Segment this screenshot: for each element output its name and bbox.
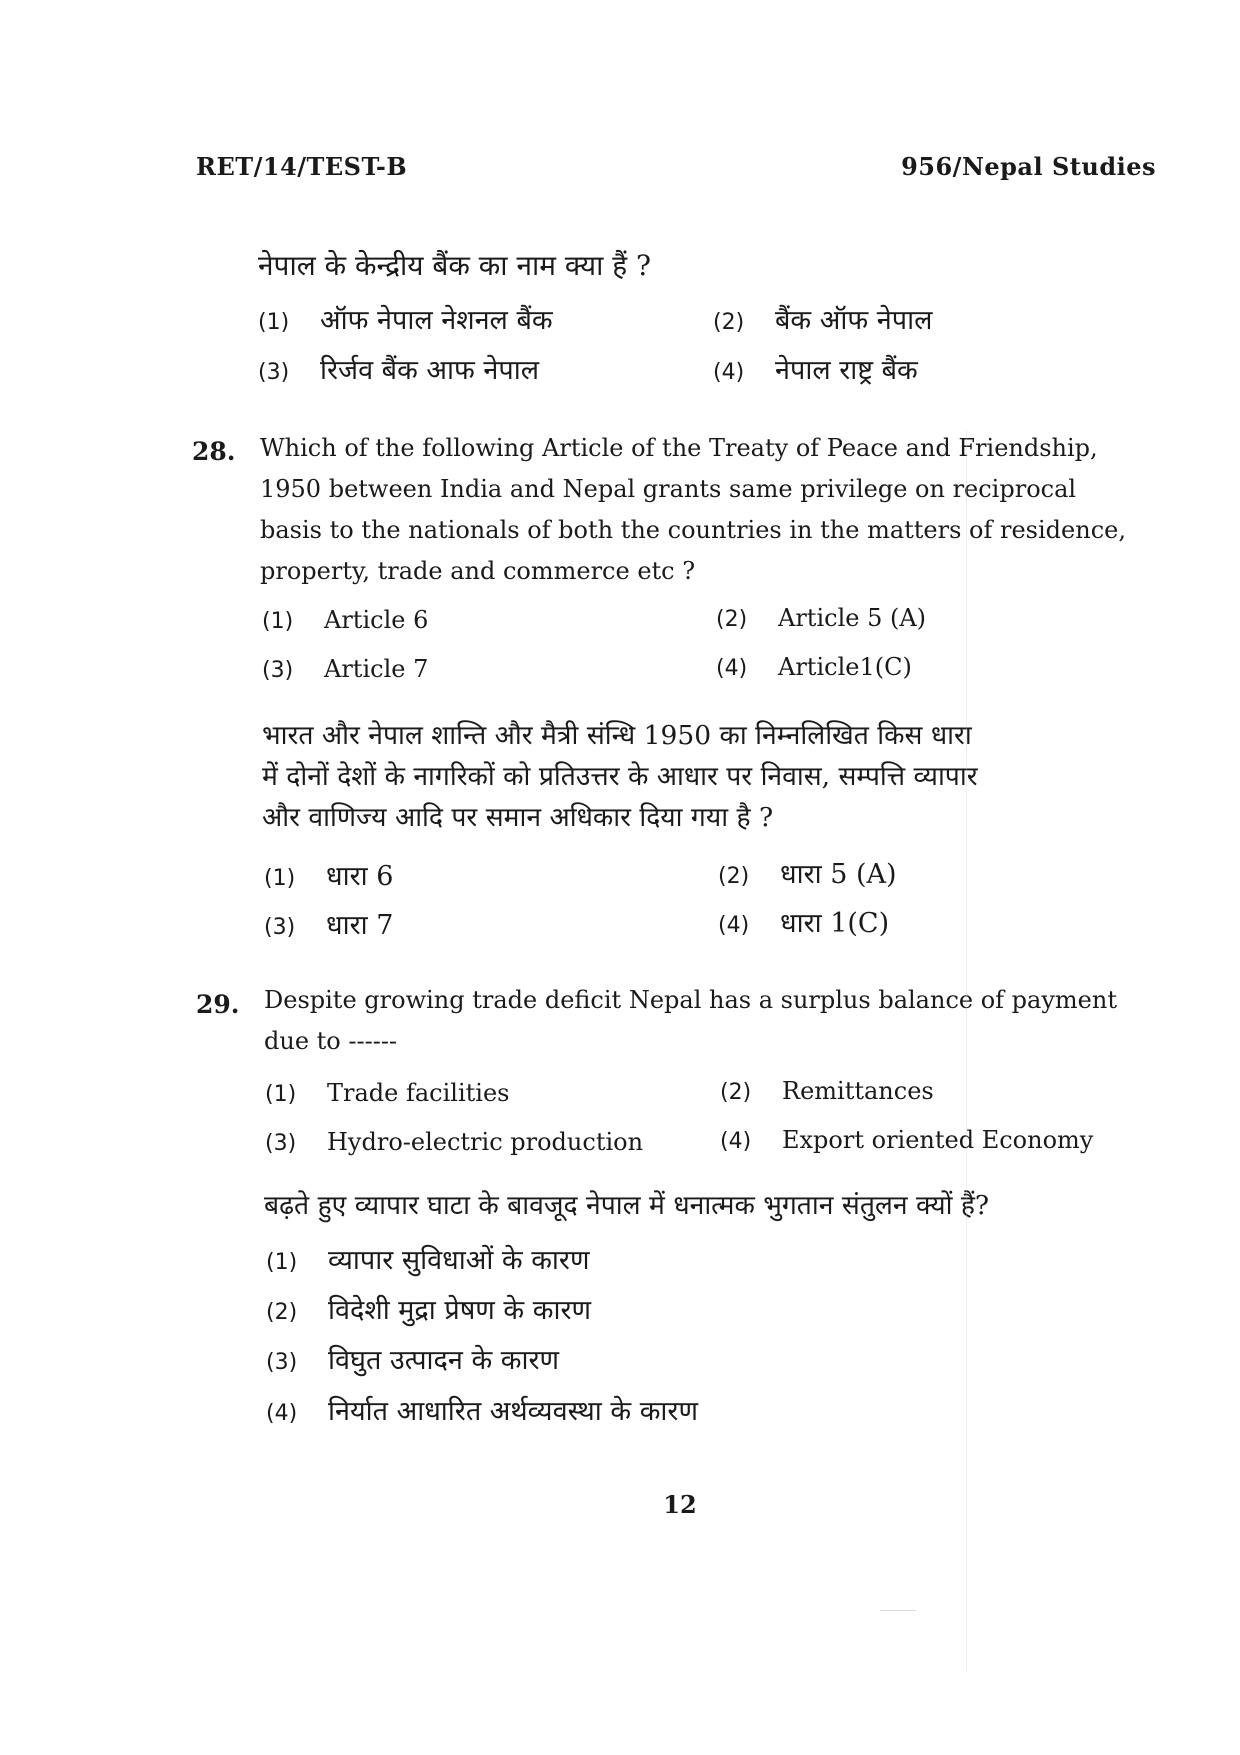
q28-hindi-line-3: और वाणिज्य आदि पर समान अधिकार दिया गया है ? [262,802,774,833]
subject-title: 956/Nepal Studies [901,152,1156,181]
q29-number: 29. [196,990,240,1019]
q28-english-option-4: (4) Article1(C) [716,653,912,681]
q29-english-option-3: (3) Hydro-electric production [265,1128,644,1156]
q28-hindi-question [262,715,978,838]
q28-english-line-3: basis to the nationals of both the countries in the matters of residence, [260,516,1126,544]
q27-hindi-question: नेपाल के केन्द्रीय बैंक का नाम क्या हैं ? [258,249,652,282]
q28-hindi-line-2: में दोनों देशों के नागरिकों को प्रतिउत्तर के आधार पर निवास, सम्पत्ति व्यापार [262,761,978,792]
q29-english-option-1: (1) Trade facilities [265,1079,510,1107]
q29-english-question [264,980,1117,1062]
q28-hindi-option-1: (1) धारा 6 [264,861,394,892]
q29-hindi-option-1: (1) व्यापार सुविधाओं के कारण [266,1245,590,1276]
q28-english-line-4: property, trade and commerce etc ? [260,557,696,585]
paper-code: RET/14/TEST-B [196,152,408,181]
q29-hindi-option-4: (4) निर्यात आधारित अर्थव्यवस्था के कारण [266,1396,698,1427]
q28-hindi-option-3: (3) धारा 7 [264,910,394,941]
q29-english-line-1: Despite growing trade deficit Nepal has a surplus balance of payment [264,986,1117,1014]
scan-fold-line [966,430,967,1670]
q28-hindi-line-1: भारत और नेपाल शान्ति और मैत्री संन्धि 1950 का निम्नलिखित किस धारा [262,720,972,751]
q27-hindi-option-4: (4) नेपाल राष्ट्र बैंक [713,355,918,386]
q28-hindi-option-2: (2) धारा 5 (A) [718,859,897,890]
q28-number: 28. [192,437,236,466]
q29-english-line-2: due to ------ [264,1027,398,1055]
q29-hindi-option-3: (3) विघुत उत्पादन के कारण [266,1345,560,1376]
q27-hindi-option-2: (2) बैंक ऑफ नेपाल [713,305,933,336]
q27-hindi-option-1: (1) ऑफ नेपाल नेशनल बैंक [258,305,553,336]
q29-english-option-2: (2) Remittances [720,1077,934,1105]
scan-mark [880,1610,916,1611]
q28-english-line-1: Which of the following Article of the Treaty of Peace and Friendship, [260,434,1098,462]
q29-hindi-question: बढ़ते हुए व्यापार घाटा के बावजूद नेपाल में धनात्मक भुगतान संतुलन क्यों हैं? [264,1190,990,1221]
q28-english-option-1: (1) Article 6 [262,606,429,634]
q28-english-line-2: 1950 between India and Nepal grants same privilege on reciprocal [260,475,1077,503]
q29-english-option-4: (4) Export oriented Economy [720,1126,1094,1154]
page-number: 12 [663,1490,697,1519]
q28-english-option-2: (2) Article 5 (A) [716,604,927,632]
q28-english-question [260,428,1126,592]
q28-hindi-option-4: (4) धारा 1(C) [718,908,890,939]
q27-hindi-option-3: (3) रिर्जव बैंक आफ नेपाल [258,355,540,386]
q28-english-option-3: (3) Article 7 [262,655,429,683]
q29-hindi-option-2: (2) विदेशी मुद्रा प्रेषण के कारण [266,1295,592,1326]
